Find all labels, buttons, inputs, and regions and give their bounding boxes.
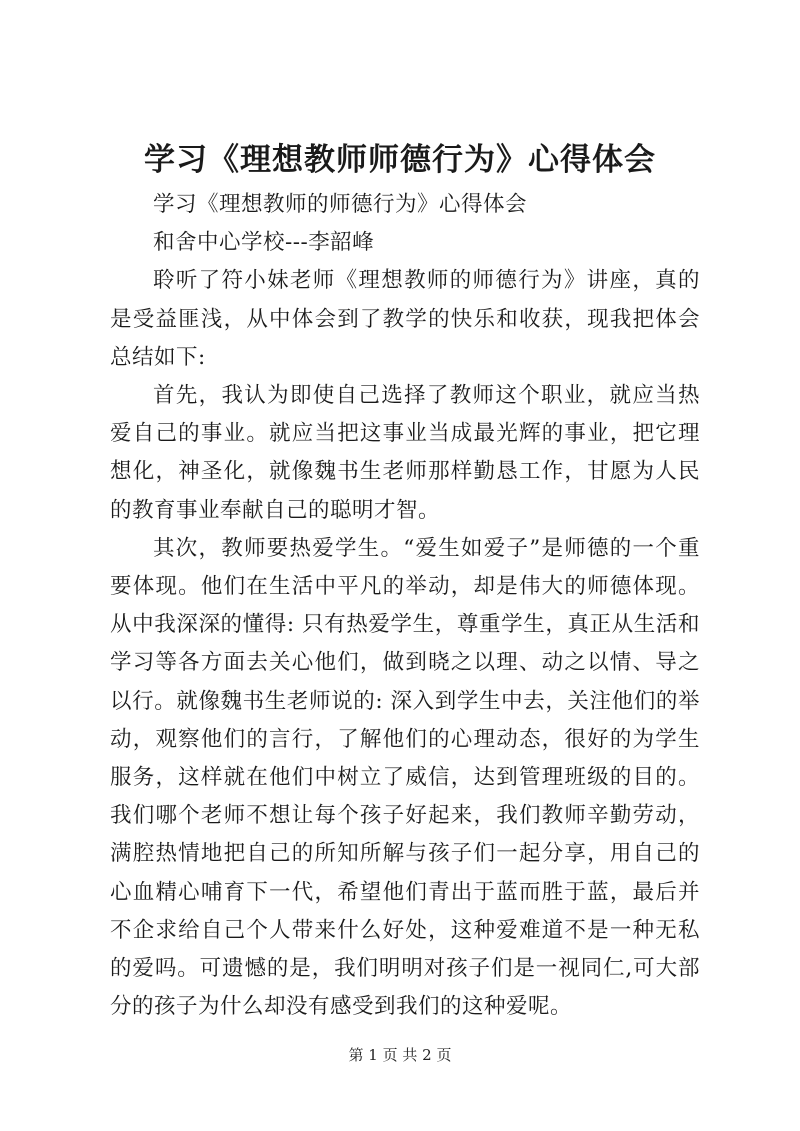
paragraph-intro: 聆听了符小妹老师《理想教师的师德行为》讲座，真的是受益匪浅，从中体会到了教学的快乐和收获，现我把体会总结如下: [110, 268, 700, 370]
subtitle-line: 学习《理想教师的师德行为》心得体会 [153, 192, 528, 217]
paragraph-first-point: 首先，我认为即使自己选择了教师这个职业，就应当热爱自己的事业。就应当把这事业当成最光辉的事业，把它理想化，神圣化，就像魏书生老师那样勤恳工作，甘愿为人民的教育事业奉献自己的聪明才智。 [110, 383, 700, 523]
author-line: 和舍中心学校---李韶峰 [153, 230, 375, 256]
paragraph-second-point: 其次，教师要热爱学生。“爱生如爱子”是师德的一个重要体现。他们在生活中平凡的举动，却是伟大的师德体现。从中我深深的懂得: 只有热爱学生，尊重学生，真正从生活和学习等各方面去关心他们，做到晓之以理、动之以情、导之以行。就像魏书生老师说的: 深入到学生中去，关注他们的举动，观察他们的言行，了解他们的心理动态，很好的为学生服务，这样就在他们中树立了威信，达到管理班级的目的。我们哪个老师不想让每个孩子好起来，我们教师辛勤劳动，满腔热情地把自己的所知所解与孩子们一起分享，用自己的心血精心哺育下一代，希望他们青出于蓝而胜于蓝，最后并不企求给自己个人带来什么好处，这种爱难道不是一种无私的爱吗。可遗憾的是，我们明明对孩子们是一视同仁,可大部分的孩子为什么却没有感受到我们的这种爱呢。 [110, 535, 700, 1020]
document-body [110, 186, 700, 1026]
page-footer: 第 1 页 共 2 页 [348, 1046, 452, 1064]
document-title: 学习《理想教师师德行为》心得体会 [144, 142, 656, 178]
